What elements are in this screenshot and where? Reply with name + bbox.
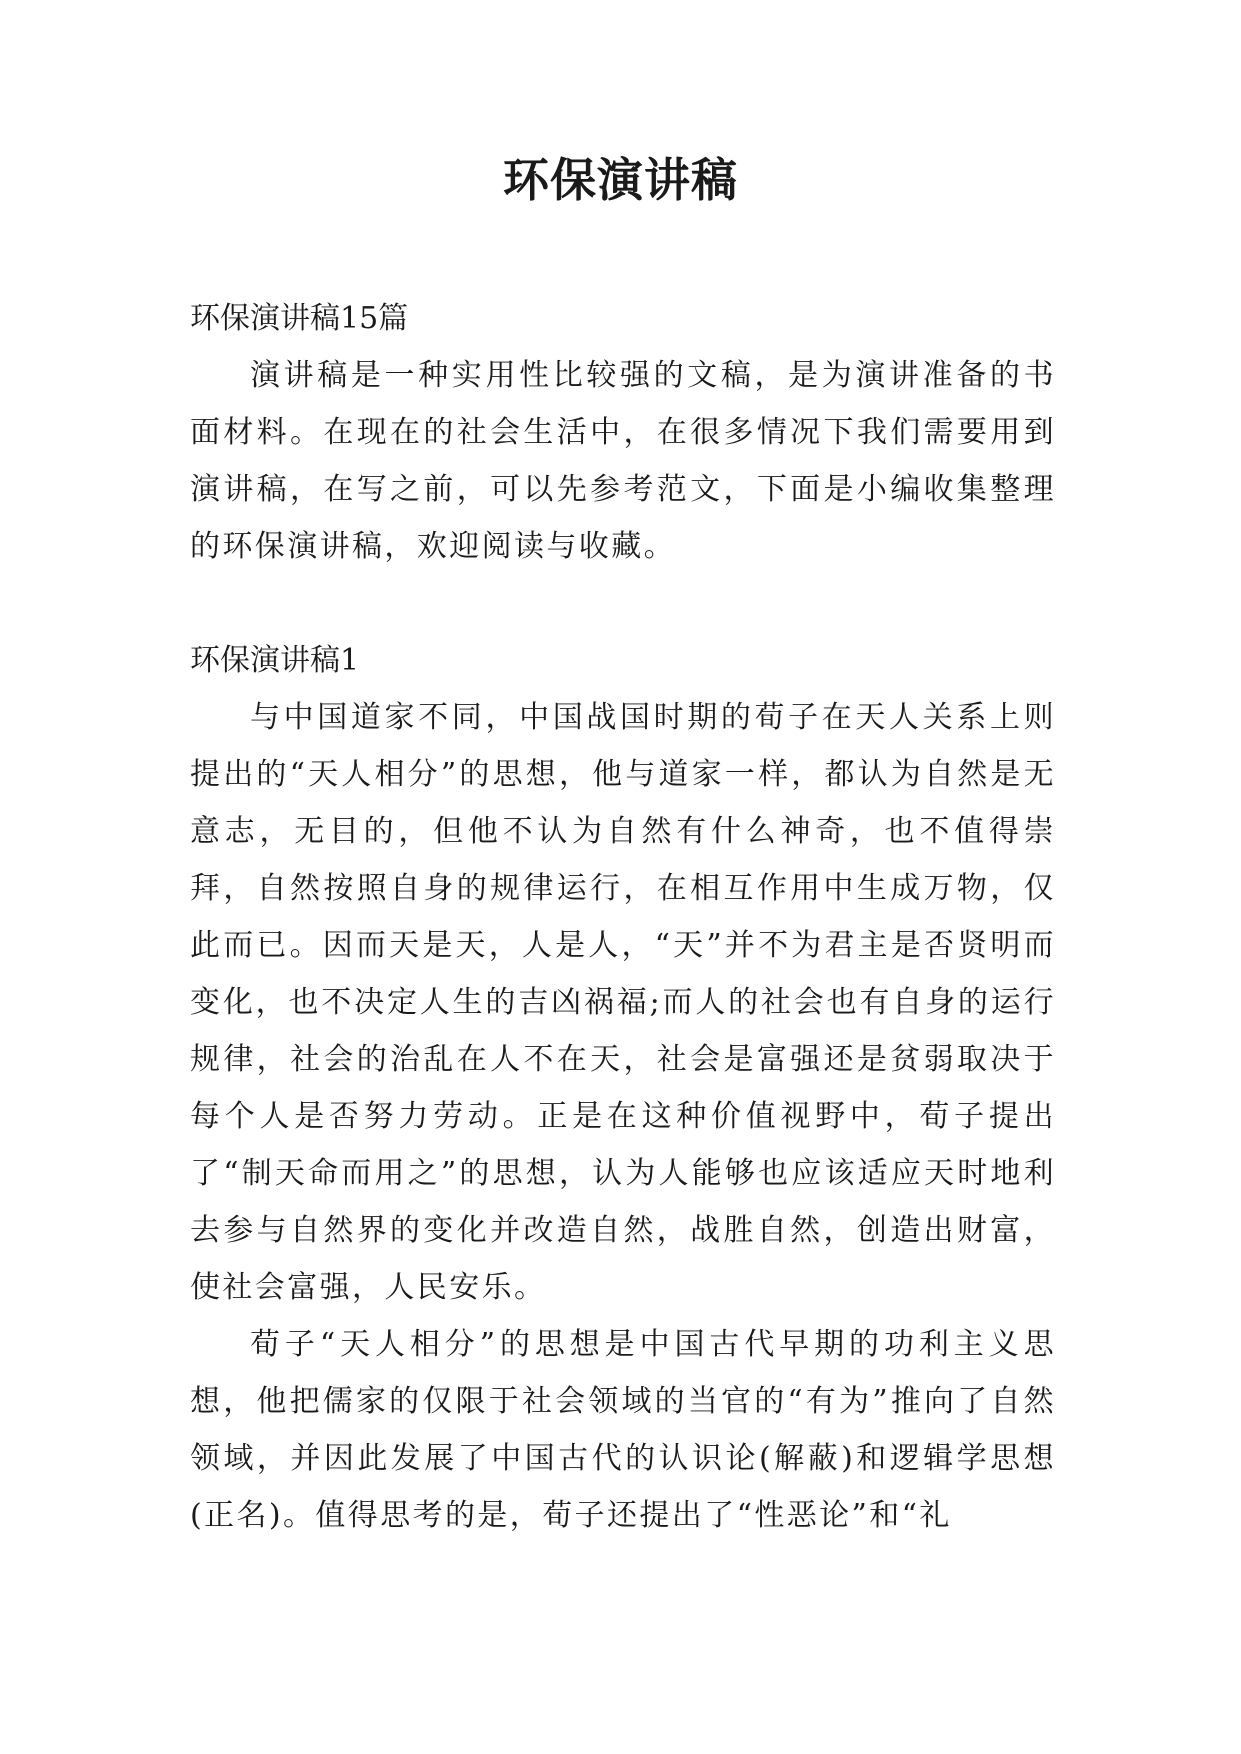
subtitle: 环保演讲稿15篇 bbox=[190, 301, 409, 336]
section-spacer bbox=[190, 575, 1056, 632]
section-heading: 环保演讲稿1 bbox=[190, 643, 360, 678]
body-paragraph: 荀子“天人相分”的思想是中国古代早期的功利主义思想，他把儒家的仅限于社会领域的当官的“有为”推向了自然领域，并因此发展了中国古代的认识论(解蔽)和逻辑学思想(正名)。值得思考的是，荀子还提出了“性恶论”和“礼 bbox=[190, 1327, 1056, 1533]
document-body bbox=[190, 290, 1056, 1544]
body-paragraph: 与中国道家不同，中国战国时期的荀子在天人关系上则提出的“天人相分”的思想，他与道家一样，都认为自然是无意志，无目的，但他不认为自然有什么神奇，也不值得崇拜，自然按照自身的规律运行，在相互作用中生成万物，仅此而已。因而天是天，人是人，“天”并不为君主是否贤明而变化，也不决定人生的吉凶祸福;而人的社会也有自身的运行规律，社会的治乱在人不在天，社会是富强还是贫弱取决于每个人是否努力劳动。正是在这种价值视野中，荀子提出了“制天命而用之”的思想，认为人能够也应该适应天时地利去参与自然界的变化并改造自然，战胜自然，创造出财富，使社会富强，人民安乐。 bbox=[190, 700, 1056, 1305]
intro-paragraph: 演讲稿是一种实用性比较强的文稿，是为演讲准备的书面材料。在现在的社会生活中，在很多情况下我们需要用到演讲稿，在写之前，可以先参考范文，下面是小编收集整理的环保演讲稿，欢迎阅读与收藏。 bbox=[190, 358, 1056, 564]
document-title: 环保演讲稿 bbox=[503, 153, 738, 207]
